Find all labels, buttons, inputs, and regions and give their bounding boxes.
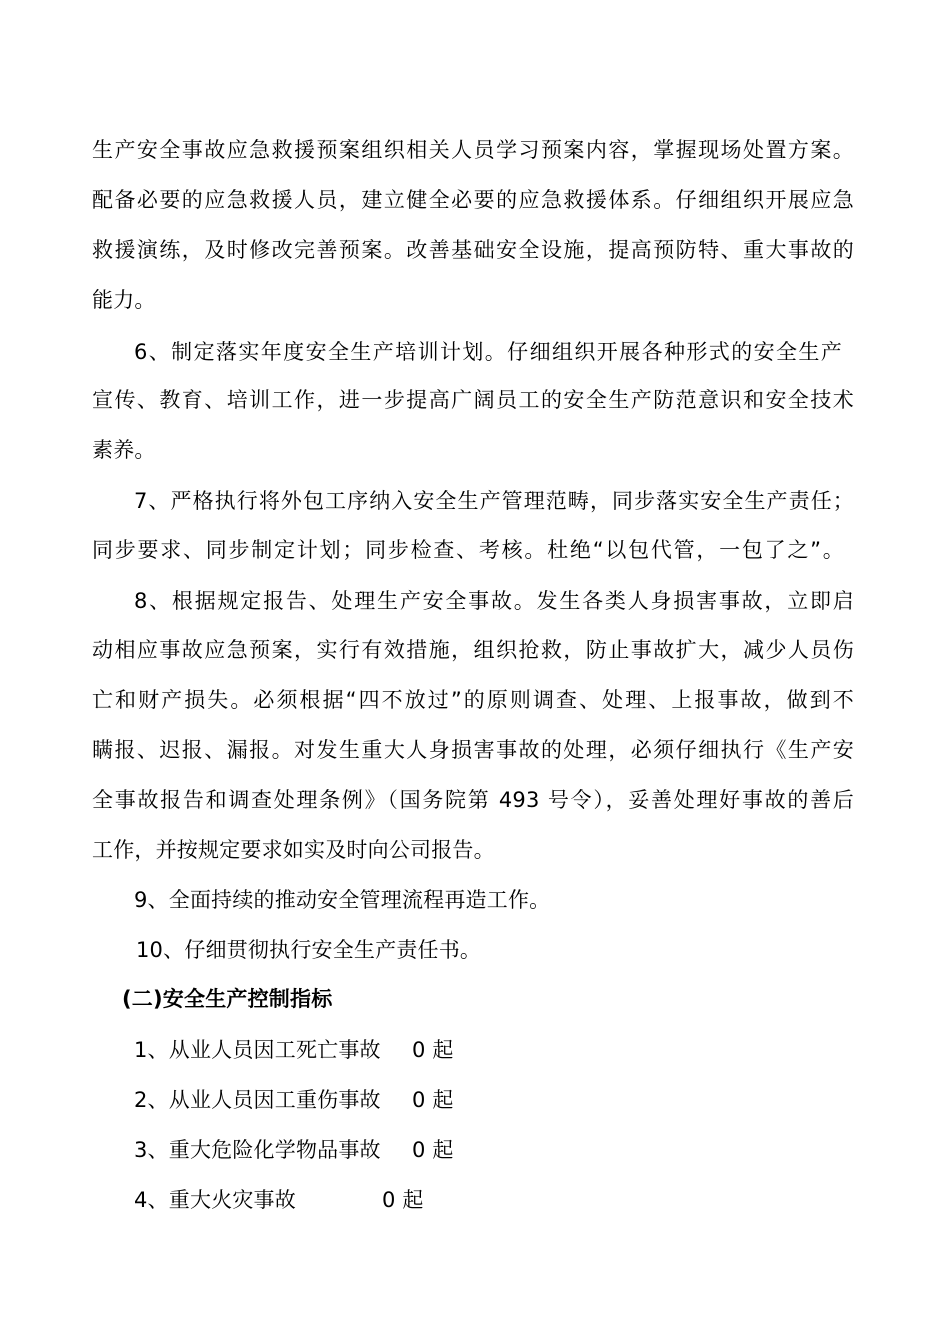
- indicator-row: [134, 1037, 454, 1063]
- paragraph-5-line-4: 能力。: [92, 288, 156, 312]
- indicator-label: 1、从业人员因工死亡事故: [134, 1038, 381, 1062]
- indicator-label: 4、重大火灾事故: [134, 1188, 296, 1212]
- paragraph-8-line-5: 全事故报告和调查处理条例》（国务院第 493 号令），妥善处理好事故的善后: [92, 788, 854, 812]
- indicator-row: [134, 1137, 454, 1163]
- paragraph-5-line-1: 生产安全事故应急救援预案组织相关人员学习预案内容，掌握现场处置方案。: [92, 138, 854, 162]
- paragraph-7-line-2: 同步要求、同步制定计划；同步检查、考核。杜绝“以包代管，一包了之”。: [92, 538, 844, 562]
- paragraph-6-line-1: 6、制定落实年度安全生产培训计划。仔细组织开展各种形式的安全生产: [134, 340, 842, 364]
- indicator-row: [134, 1087, 454, 1113]
- paragraph-8-line-1: 8、根据规定报告、处理生产安全事故。发生各类人身损害事故，立即启: [134, 589, 854, 613]
- paragraph-6-line-3: 素养。: [92, 438, 156, 462]
- paragraph-5-line-2: 配备必要的应急救援人员，建立健全必要的应急救援体系。仔细组织开展应急: [92, 188, 854, 212]
- paragraph-8-line-3: 亡和财产损失。必须根据“四不放过”的原则调查、处理、上报事故，做到不: [92, 688, 854, 712]
- paragraph-7-line-1: 7、严格执行将外包工序纳入安全生产管理范畴，同步落实安全生产责任；: [134, 489, 854, 513]
- indicator-row: [134, 1187, 424, 1213]
- paragraph-8-line-4: 瞒报、迟报、漏报。对发生重大人身损害事故的处理，必须仔细执行《生产安: [92, 738, 854, 762]
- indicator-value: 0 起: [412, 1038, 454, 1062]
- paragraph-8-line-2: 动相应事故应急预案，实行有效措施，组织抢救，防止事故扩大，减少人员伤: [92, 638, 854, 662]
- paragraph-8-line-6: 工作，并按规定要求如实及时向公司报告。: [92, 838, 495, 862]
- paragraph-9: 9、全面持续的推动安全管理流程再造工作。: [134, 888, 551, 912]
- indicator-label: 2、从业人员因工重伤事故: [134, 1088, 381, 1112]
- indicator-value: 0 起: [412, 1138, 454, 1162]
- paragraph-10: 10、仔细贯彻执行安全生产责任书。: [136, 938, 482, 962]
- indicator-value: 0 起: [382, 1188, 424, 1212]
- indicator-label: 3、重大危险化学物品事故: [134, 1138, 381, 1162]
- section-heading: (二)安全生产控制指标: [122, 987, 333, 1011]
- indicator-value: 0 起: [412, 1088, 454, 1112]
- paragraph-5-line-3: 救援演练，及时修改完善预案。改善基础安全设施，提高预防特、重大事故的: [92, 238, 854, 262]
- paragraph-6-line-2: 宣传、教育、培训工作，进一步提高广阔员工的安全生产防范意识和安全技术: [92, 388, 854, 412]
